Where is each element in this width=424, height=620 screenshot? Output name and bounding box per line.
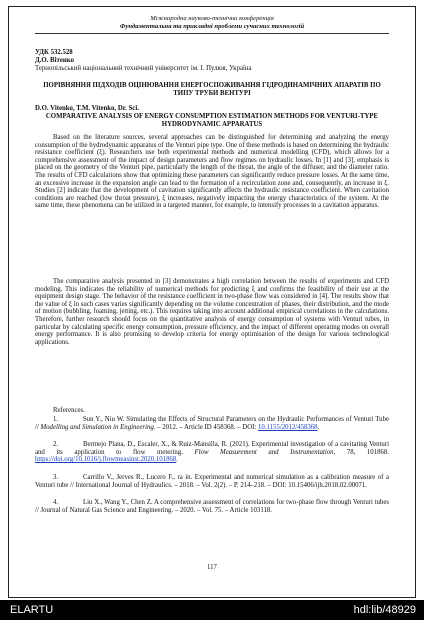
references-label: References. <box>53 407 85 414</box>
reference-number: 2. <box>53 441 59 448</box>
footer-repository-label: ELARTU <box>10 604 54 616</box>
affiliation-ua: Тернопільський національний технічний університет ім. І. Пулюя, Україна <box>35 65 252 72</box>
paragraph-2: The comparative analysis presented in [3] demonstrates a high correlation between the results of experiments and CFD modeling. This indicates the reliability of numerical methods for predicting ξ and confirms the feasibility of their use at the equipment design stage. The behavior of the resistance coefficient in two-phase flow was considered in [4]. The results show that the value of ξ in such cases varies significantly depending on the volume concentration of phases, their distribution, and the mode of motion (bubbling, foaming, jetting, etc.). This requires taking into account additional empirical correlations in the calculations. Therefore, further research should focus on the quantitative analysis of energy consumption of systems with Venturi tubes, in particular by calculating specific energy consumption, pressure efficiency, and the impact of different operating modes on overall energy performance. It is also promising to develop criteria for energy optimisation of the design for various technological applications. <box>35 278 389 346</box>
reference-number: 1. <box>53 416 59 423</box>
reference-doi-link[interactable]: https://doi.org/10.1016/j.flowmeasinst.2020.101868 <box>35 456 177 464</box>
title-ua: ПОРІВНЯННЯ ПІДХОДІВ ОЦІНЮВАННЯ ЕНЕРГОСПОЖИВАННЯ ГІДРОДИНАМІЧНИХ АПАРАТІВ ПО ТИПУ ТРУБИ ВЕНТУРІ <box>43 82 381 97</box>
reference-item: 4. Liu X., Wang Y., Chen Z. A comprehensive assessment of correlations for two-phase flow through Venturi tubes // Journal of Natural Gas Science and Engineering. – 2020. – Vol. 75. – Article 103118. <box>35 499 389 514</box>
author-ua: Д.О. Вітенко <box>35 57 74 64</box>
title-en: COMPARATIVE ANALYSIS OF ENERGY CONSUMPTION ESTIMATION METHODS FOR VENTURI-TYPE HYDRODYNAMIC APPARATUS <box>45 113 379 128</box>
udc-code: УДК 532.528 <box>35 49 73 56</box>
paragraph-1: Based on the literature sources, several approaches can be distinguished for determining and analyzing the energy consumption of the hydrodynamic apparatus of the Venturi pipe type. One of these methods is based on determining the hydraulic resistance coefficient (ξ). Researchers use both experimental methods and numerical modelling (CFD), which allows for a comprehensive assessment of the impact of design parameters and flow regimes on hydraulic losses. In [1] and [3], emphasis is placed on the geometry of the Venturi pipe, particularly the length of the throat, the angle of the diffuser, and the diameter ratio. The results of CFD calculations show that optimizing these parameters can significantly reduce pressure losses. At the same time, an excessive increase in the expansion angle can lead to the formation of a recirculation zone and, consequently, an increase in ξ. Studies [2] indicate that the development of cavitation significantly affects the hydraulic resistance coefficient. When cavitation conditions are reached (low throat pressure), ξ increases, negatively impacting the energy characteristics of the system. At the same time, these phenomena can be utilized in a targeted manner, for example, to intensify processes in a cavitation apparatus. <box>35 134 389 210</box>
repository-footer <box>0 600 424 620</box>
document-page <box>8 6 416 598</box>
conference-header: Міжнародна науково-технічна конференція <box>150 15 274 22</box>
reference-item: 2. Bermejo Plana, D., Escaler, X., & Ruiz-Mansilla, R. (2021). Experimental investigation of a cavitating Venturi and its application to flow metering. Flow Measurement and Instrumentation, 78, 101868. https://doi.org/10.1016/j.flowmeasinst.2020.101868. <box>35 441 389 464</box>
reference-doi-link[interactable]: 10.1155/2012/458368 <box>257 423 318 431</box>
page-number: 117 <box>207 564 217 571</box>
reference-number: 4. <box>53 499 59 506</box>
authors-en: D.O. Vitenko, T.M. Vitenko, Dr. Sci. <box>35 105 139 112</box>
reference-item: 3. Carrillo V., Jerves R., Lucero F., ra in. Experimental and numerical simulation as a calibration measure of a Venturi tube // International Journal of Hydraulics. – 2018. – Vol. 2(2). – P. 214–218. – DOI: 10.15406/ijh.2018.02.00071. <box>35 474 389 489</box>
footer-handle: hdl:lib/48929 <box>353 604 416 616</box>
conference-title: Фундаментальна та прикладні проблеми сучасних технологій <box>119 23 305 30</box>
reference-number: 3. <box>53 474 59 481</box>
reference-item: 1. Sun Y., Niu W. Simulating the Effects of Structural Parameters on the Hydraulic Performances of Venturi Tube // Modelling and Simulation in Engineering. – 2012. – Article ID 458368. – DOI: 10.1155/2012/458368. <box>35 416 389 431</box>
header-divider <box>35 33 389 34</box>
